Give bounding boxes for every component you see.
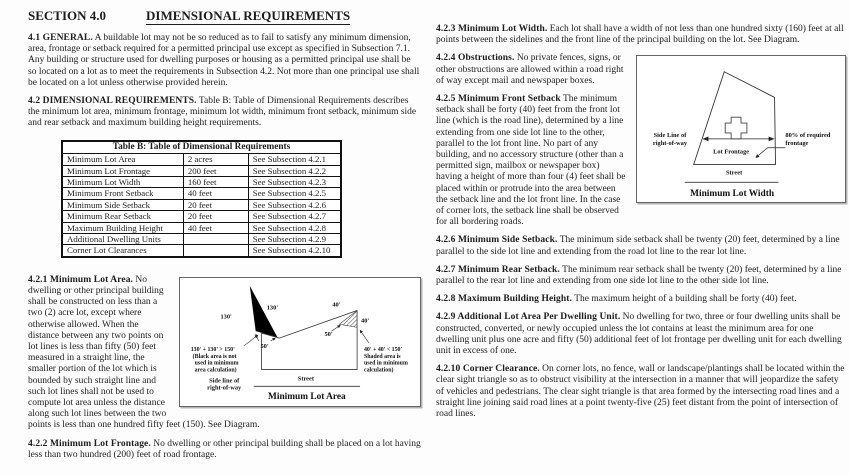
table-cell: See Subsection 4.2.10 <box>248 245 341 257</box>
table-title: Table B: Table of Dimensional Requirements <box>62 141 341 154</box>
required-frontage-label: 80% of required <box>785 132 831 140</box>
section-title: DIMENSIONAL REQUIREMENTS <box>146 8 351 23</box>
pointer-line <box>756 148 786 158</box>
table-row <box>62 222 341 233</box>
table-cell: Minimum Front Setback <box>62 188 183 199</box>
shaded-area-note-line: used in minimum <box>364 360 408 367</box>
table-cell <box>183 233 248 244</box>
paragraph-4-2-3 <box>436 24 846 46</box>
table-cell: Minimum Rear Setback <box>62 211 183 222</box>
table-cell: 2 acres <box>183 154 248 165</box>
table-row <box>62 211 341 222</box>
document-title <box>28 8 421 24</box>
table-cell: See Subsection 4.2.2 <box>248 165 341 176</box>
paragraph-4-2-8 <box>436 294 846 305</box>
street-label: Street <box>297 375 315 383</box>
table-cell: 160 feet <box>183 176 248 187</box>
paragraph-4-2-2-label: 4.2.2 Minimum Lot Frontage. <box>28 438 151 449</box>
paragraph-4-2-6-text: The minimum side setback shall be twenty (20) feet, determined by a line parallel to the side lot line and extending from the road lot line to the rear lot line. <box>436 235 840 257</box>
table-cell: 20 feet <box>183 211 248 222</box>
shaded-included-area <box>339 310 357 327</box>
shaded-area-note-line: Shaded area is <box>364 353 401 360</box>
table-cell: 40 feet <box>183 188 248 199</box>
paragraph-4-2-7-text: The minimum rear setback shall be twenty (20) feet, determined by a line parallel to the rear lot line and extending from one side lot line to the other side lot line. <box>436 264 842 287</box>
table-cell: 20 feet <box>183 199 248 210</box>
paragraph-4-2-1-text: No dwelling or other principal building shall be constructed on less than a two (2) acre lot, except where otherwise allowed. When the distance between any two points on lot lines is less than fifty (50) feet measured in a straight line, the smaller portion of the lot which is bounded by such straight line and such lot lines shall not be used to compute lot area unless the distance along such lot lines between the two points is less than one hundred fifty feet (150). See Diagram. <box>28 274 260 431</box>
shaded-area-note-line: calculation) <box>364 367 394 374</box>
paragraph-4-2-9-text: No dwelling for two, three or four dwelling units shall be constructed, converted, or newly occupied unless the lot contains at least the minimum area for one dwelling unit plus one acre and fifty (50) additional feet of lot frontage per dwelling unit for each dwelling unit in excess of one. <box>436 312 842 357</box>
table-row <box>62 165 341 176</box>
table-cell: Minimum Side Setback <box>62 199 183 210</box>
paragraph-4-1 <box>28 33 421 89</box>
shaded-area-note-line: 40' + 40' < 150' <box>364 346 403 353</box>
paragraph-4-2-10-label: 4.2.10 Corner Clearance. <box>436 364 540 375</box>
section-4-2-4-5 <box>436 53 846 228</box>
paragraph-4-2-7 <box>436 265 846 287</box>
paragraph-4-2-4-text: No private fences, signs, or other obstructions are allowed within a road right of way except mail and newspaper boxes. <box>436 53 624 86</box>
paragraph-4-2-text: Table B: Table of Dimensional Requirements describes the minimum lot area, minimum frontage, minimum lot width, minimum front setback, minimum side and rear setback and maximum building height requirements. <box>28 96 417 129</box>
table-row <box>62 154 341 165</box>
paragraph-4-1-text: A buildable lot may not be so reduced as to fail to satisfy any minimum dimension, area, frontage or setback required for a permitted principal use except as specified in Subsection 7.1. Any building or structure used for dwelling purposes or housing as a permitted principal use shall be so located on a lot as to meet the requirements in Subsection 4.2. Not more than one principal use shall be located on a lot unless otherwise provided herein. <box>28 33 420 88</box>
dim-50-right: 50' <box>324 330 333 338</box>
dim-130-right: 130' <box>266 304 279 312</box>
table-cell: See Subsection 4.2.7 <box>248 211 341 222</box>
table-row <box>62 176 341 187</box>
table-row <box>62 245 341 257</box>
side-line-label: right-of-way <box>207 384 242 392</box>
paragraph-4-2-3-label: 4.2.3 Minimum Lot Width. <box>436 24 548 34</box>
table-cell: See Subsection 4.2.1 <box>248 154 341 165</box>
pointer-line <box>244 335 258 346</box>
table-cell <box>183 245 248 257</box>
paragraph-4-2-5-label: 4.2.5 Minimum Front Setback <box>436 94 561 105</box>
black-area-note-line: used in minimum <box>194 360 239 367</box>
black-area-note-line: 130' + 130' > 150' <box>190 346 235 353</box>
building-footprint <box>725 118 747 140</box>
table-cell: See Subsection 4.2.9 <box>248 233 341 244</box>
table-row <box>62 199 341 210</box>
paragraph-4-2-8-text: The maximum height of a building shall be forty (40) feet. <box>574 294 797 305</box>
paragraph-4-2 <box>28 96 421 130</box>
paragraph-4-2-6-label: 4.2.6 Minimum Side Setback. <box>436 235 558 246</box>
minimum-lot-area-diagram <box>180 278 420 406</box>
arrowhead-left <box>703 137 709 142</box>
paragraph-4-2-10-text: On corner lots, no fence, wall or landscape/plantings shall be located within the clear sight triangle so as to obstruct visibility at the intersection in a manner that will jeopardize the safety of vehicles and pedestrians. The clear sight triangle is that area formed by the intersecting road lines and a straight line joining said road lines at a point twenty-five (25) feet distant from the point of intersection of road lines. <box>436 364 845 420</box>
dim-130-left: 130' <box>220 313 232 321</box>
paragraph-4-2-10 <box>436 364 846 420</box>
paragraph-4-2-label: 4.2 DIMENSIONAL REQUIREMENTS. <box>28 96 197 107</box>
table-cell: Minimum Lot Area <box>62 154 183 165</box>
paragraph-4-2-8-label: 4.2.8 Maximum Building Height. <box>436 294 573 305</box>
required-frontage-label: frontage <box>785 140 809 148</box>
black-area-note-line: area calculation) <box>194 367 237 374</box>
side-line-label: right-of-way <box>652 140 688 148</box>
lot-outline <box>262 310 358 369</box>
table-cell: Minimum Lot Width <box>62 176 183 187</box>
table-row <box>62 188 341 199</box>
street-label: Street <box>725 169 743 177</box>
dim-40-right: 40' <box>361 317 370 325</box>
arrowhead-right <box>769 137 775 142</box>
pointer-line <box>270 338 275 341</box>
lot-frontage-label: Lot Frontage <box>713 149 750 157</box>
paragraph-4-2-3-text: Each lot shall have a width of not less than one hundred sixty (160) feet at all points between the sidelines and the front line of the principal building on the lot. See Diagram. <box>436 24 844 46</box>
section-number: SECTION 4.0 <box>28 8 107 23</box>
paragraph-4-2-7-label: 4.2.7 Minimum Rear Setback. <box>436 264 560 275</box>
table-cell: Minimum Lot Frontage <box>62 165 183 176</box>
section-4-2-1 <box>28 275 421 432</box>
table-cell: See Subsection 4.2.6 <box>248 199 341 210</box>
paragraph-4-2-9-label: 4.2.9 Additional Lot Area Per Dwelling Unit. <box>436 312 621 323</box>
paragraph-4-2-4-label: 4.2.4 Obstructions. <box>436 53 515 64</box>
paragraph-4-2-5-text: The minimum setback shall be forty (40) feet from the front lot line (which is the road line), determined by a line extending from one side lot line to the other, parallel to the lot front line. No part of any building, and no accessory structure (other than a permitted sign, mailbox or newspaper box) having a height of more than four (4) feet shall be placed within or protrude into the area between the setback line and the lot front line. In the case of corner lots, the setback line shall be observed for all bordering roads. <box>436 94 626 228</box>
dim-40-top: 40' <box>332 301 341 309</box>
table-cell: Maximum Building Height <box>62 222 183 233</box>
dim-50-left: 50' <box>260 342 269 350</box>
table-row <box>62 233 341 244</box>
table-cell: See Subsection 4.2.5 <box>248 188 341 199</box>
minimum-lot-area-figure <box>179 277 421 407</box>
figure-title: Minimum Lot Area <box>268 391 346 402</box>
paragraph-4-2-2-text: No dwelling or other principal building shall be placed on a lot having less than two hundred (200) feet of road frontage. <box>28 438 421 460</box>
pointer-line <box>360 330 369 343</box>
table-title-row <box>62 141 341 154</box>
figure-title: Minimum Lot Width <box>690 189 775 200</box>
dimensional-requirements-table <box>61 140 342 258</box>
pointer-line <box>332 325 341 331</box>
paragraph-4-2-9 <box>436 312 846 357</box>
table-cell: Additional Dwelling Units <box>62 233 183 244</box>
paragraph-4-1-label: 4.1 GENERAL. <box>28 33 93 43</box>
table-cell: See Subsection 4.2.8 <box>248 222 341 233</box>
paragraph-4-2-1-label: 4.2.1 Minimum Lot Area. <box>28 274 134 285</box>
table-cell: Corner Lot Clearances <box>62 245 183 257</box>
table-cell: 40 feet <box>183 222 248 233</box>
table-cell: 200 feet <box>183 165 248 176</box>
minimum-lot-width-diagram <box>637 56 845 202</box>
paragraph-4-2-2 <box>28 439 421 461</box>
table-cell: See Subsection 4.2.3 <box>248 176 341 187</box>
side-line-label: Side line of <box>209 377 240 385</box>
minimum-lot-width-figure <box>636 55 846 203</box>
left-page <box>28 8 421 468</box>
side-line-label: Side Line of <box>653 132 687 140</box>
black-area-note-line: (Black area is not <box>192 353 237 360</box>
right-page <box>436 24 846 427</box>
paragraph-4-2-6 <box>436 235 846 257</box>
